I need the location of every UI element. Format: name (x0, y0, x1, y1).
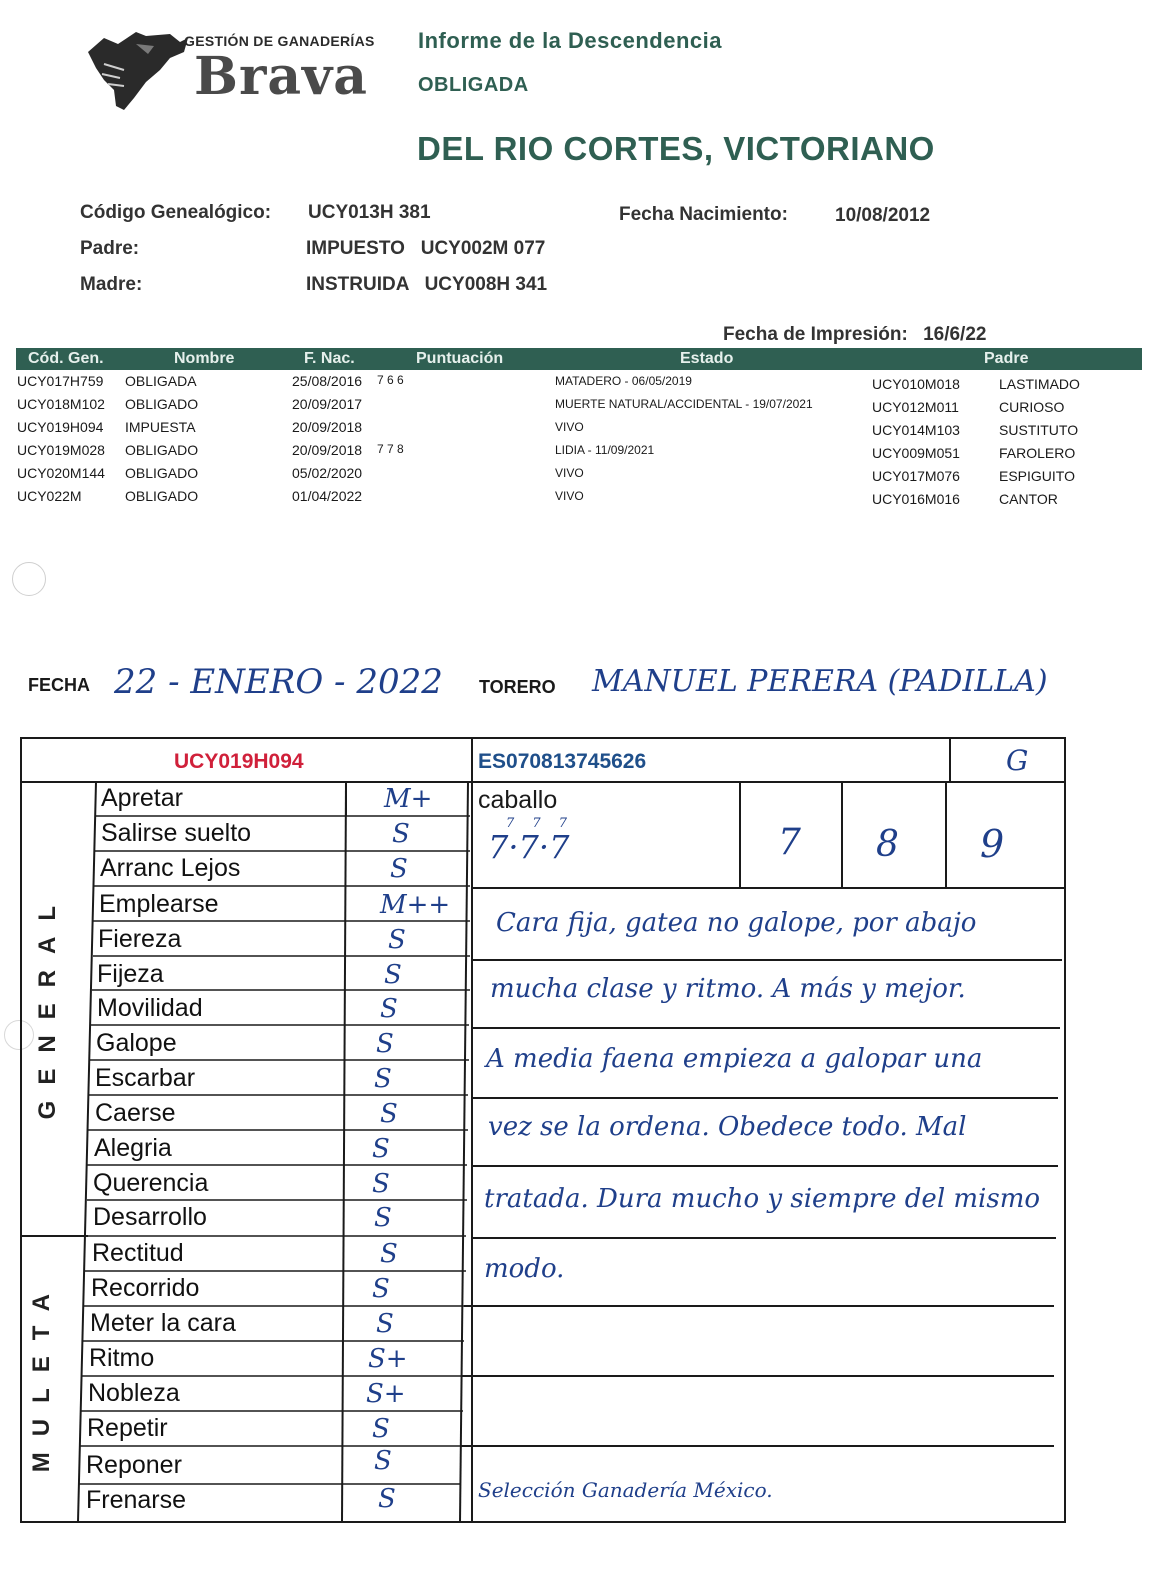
criterion-mark: S+ (368, 1344, 408, 1374)
cell-cod: UCY017H759 (17, 373, 104, 389)
cell-padre-nombre: CURIOSO (999, 399, 1065, 415)
criterion-label: Nobleza (88, 1379, 180, 1407)
col-header-nombre: Nombre (174, 350, 235, 367)
note-line: mucha clase y ritmo. A más y mejor. (490, 974, 966, 1004)
criterion-label: Querencia (93, 1169, 209, 1197)
criterion-mark: S (380, 994, 398, 1024)
report-subtitle: OBLIGADA (418, 74, 529, 96)
cell-fnac: 20/09/2018 (292, 419, 363, 435)
criterion-label: Caerse (95, 1099, 176, 1127)
criterion-mark: S (388, 925, 406, 955)
cell-padre-cod: UCY016M016 (872, 491, 960, 507)
print-date-label: Fecha de Impresión: (723, 324, 908, 345)
padre-value: IMPUESTO UCY002M 077 (306, 238, 546, 259)
cell-padre-nombre: CANTOR (999, 491, 1058, 507)
criterion-mark: S (380, 1239, 398, 1269)
cell-fnac: 20/09/2017 (292, 396, 363, 412)
score-1: 7 (778, 822, 801, 863)
madre-value: INSTRUIDA UCY008H 341 (306, 274, 548, 295)
criterion-mark: S (374, 1064, 392, 1094)
criterion-label: Frenarse (86, 1486, 187, 1514)
section-muleta-label (30, 1278, 60, 1472)
criterion-label: Reponer (86, 1451, 182, 1479)
cell-nombre: OBLIGADO (125, 488, 199, 504)
cell-padre-nombre: SUSTITUTO (999, 422, 1079, 438)
cell-nombre: OBLIGADO (125, 442, 199, 458)
criterion-label: Ritmo (89, 1344, 155, 1372)
col-header-padre: Padre (984, 350, 1029, 367)
criterion-label: Escarbar (95, 1064, 196, 1092)
criterion-label: Alegria (94, 1134, 172, 1162)
fecha-value: 22 - ENERO - 2022 (114, 662, 443, 702)
criterion-mark: S (372, 1169, 390, 1199)
torero-label: TORERO (479, 677, 556, 697)
cell-padre-nombre: FAROLERO (999, 445, 1076, 461)
animal-code: UCY019H094 (174, 750, 304, 773)
madre-label: Madre: (80, 274, 143, 295)
owner-name: DEL RIO CORTES, VICTORIANO (417, 130, 935, 167)
cell-cod: UCY022M (17, 488, 82, 504)
cell-cod: UCY020M144 (17, 465, 105, 481)
criterion-label: Arranc Lejos (100, 854, 241, 882)
note-line: Cara fija, gatea no galope, por abajo (496, 908, 977, 938)
cell-padre-cod: UCY014M103 (872, 422, 960, 438)
cell-estado: VIVO (555, 420, 584, 434)
print-date-value: 16/6/22 (923, 324, 987, 345)
cell-estado: MUERTE NATURAL/ACCIDENTAL - 19/07/2021 (555, 397, 813, 411)
cell-padre-nombre: ESPIGUITO (999, 468, 1075, 484)
criterion-mark: S (376, 1029, 394, 1059)
criterion-mark: S (374, 1446, 392, 1476)
col-header-puntuacion: Puntuación (416, 350, 504, 367)
cell-cod: UCY019H094 (17, 419, 104, 435)
criterion-label: Desarrollo (93, 1203, 207, 1231)
col-header-fnac: F. Nac. (304, 350, 355, 367)
footer-note: Selección Ganadería México. (478, 1478, 773, 1502)
cell-estado: VIVO (555, 489, 584, 503)
cell-estado: LIDIA - 11/09/2021 (555, 443, 655, 457)
criterion-label: Galope (96, 1029, 177, 1057)
logo-main-text: Brava (194, 46, 368, 107)
cell-cod: UCY018M102 (17, 396, 105, 412)
criterion-mark: S (390, 854, 408, 884)
padre-label: Padre: (80, 238, 140, 259)
criterion-label: Salirse suelto (101, 819, 252, 847)
note-line: modo. (484, 1254, 565, 1284)
criterion-mark: S (380, 1099, 398, 1129)
caballo-superscript: 7 7 7 (506, 816, 568, 831)
cell-fnac: 01/04/2022 (292, 488, 363, 504)
report-title: Informe de la Descendencia (418, 28, 722, 53)
fecha-nac-label: Fecha Nacimiento: (619, 204, 788, 225)
criterion-mark: S (376, 1309, 394, 1339)
section-general-text: GENERAL (34, 890, 61, 1120)
criterion-mark: M+ (384, 784, 433, 814)
cell-nombre: OBLIGADO (125, 465, 199, 481)
criterion-label: Movilidad (97, 994, 203, 1022)
cell-nombre: OBLIGADA (125, 373, 197, 389)
cell-cod: UCY019M028 (17, 442, 105, 458)
cell-nombre: IMPUESTA (125, 419, 196, 435)
col-header-cod: Cód. Gen. (28, 350, 104, 367)
criterion-mark: S (378, 1484, 396, 1514)
score-3: 9 (980, 822, 1005, 866)
codigo-label: Código Genealógico: (80, 202, 272, 223)
cell-puntuacion: 7 6 6 (377, 373, 404, 387)
torero-value: MANUEL PERERA (PADILLA) (592, 664, 1048, 699)
criterion-label: Rectitud (92, 1239, 184, 1267)
cell-fnac: 05/02/2020 (292, 465, 363, 481)
criterion-mark: S (374, 1203, 392, 1233)
caballo-label: caballo (478, 786, 558, 814)
logo-top-text: GESTIÓN DE GANADERÍAS (184, 33, 375, 49)
note-line: tratada. Dura mucho y siempre del mismo (484, 1184, 1041, 1214)
cell-padre-cod: UCY017M076 (872, 468, 960, 484)
criterion-mark: S+ (366, 1379, 406, 1409)
fecha-label: FECHA (28, 675, 90, 695)
criterion-mark: S (392, 819, 410, 849)
criterion-mark: M++ (380, 890, 451, 920)
cell-padre-nombre: LASTIMADO (999, 376, 1080, 392)
criterion-label: Fijeza (97, 960, 164, 988)
criterion-mark: S (372, 1414, 390, 1444)
criterion-label: Emplearse (99, 890, 219, 918)
cell-padre-cod: UCY010M018 (872, 376, 960, 392)
cell-puntuacion: 7 7 8 (377, 442, 404, 456)
cell-estado: MATADERO - 06/05/2019 (555, 374, 692, 388)
note-line: A media faena empieza a galopar una (486, 1044, 983, 1074)
col-header-estado: Estado (680, 350, 734, 367)
codigo-value: UCY013H 381 (308, 202, 431, 223)
caballo-marks: 7·7·7 (488, 828, 570, 866)
criterion-label: Apretar (101, 784, 183, 812)
criterion-label: Recorrido (91, 1274, 200, 1302)
cell-fnac: 25/08/2016 (292, 373, 363, 389)
cell-estado: VIVO (555, 466, 584, 480)
id-code: ES070813745626 (478, 750, 647, 773)
section-muleta-text: MULETA (28, 1278, 55, 1473)
criterion-mark: S (384, 960, 402, 990)
note-line: vez se la ordena. Obedece todo. Mal (488, 1112, 967, 1142)
score-2: 8 (876, 824, 899, 865)
criterion-label: Fiereza (98, 925, 182, 953)
section-general-label (36, 890, 66, 1119)
cell-nombre: OBLIGADO (125, 396, 199, 412)
criterion-mark: S (372, 1134, 390, 1164)
cell-padre-cod: UCY012M011 (872, 399, 959, 415)
cell-padre-cod: UCY009M051 (872, 445, 960, 461)
criterion-label: Repetir (87, 1414, 168, 1442)
fecha-nac-value: 10/08/2012 (835, 205, 931, 226)
cell-fnac: 20/09/2018 (292, 442, 363, 458)
criterion-mark: S (372, 1274, 390, 1304)
grade-mark: G (1006, 744, 1029, 777)
criterion-label: Meter la cara (90, 1309, 236, 1337)
